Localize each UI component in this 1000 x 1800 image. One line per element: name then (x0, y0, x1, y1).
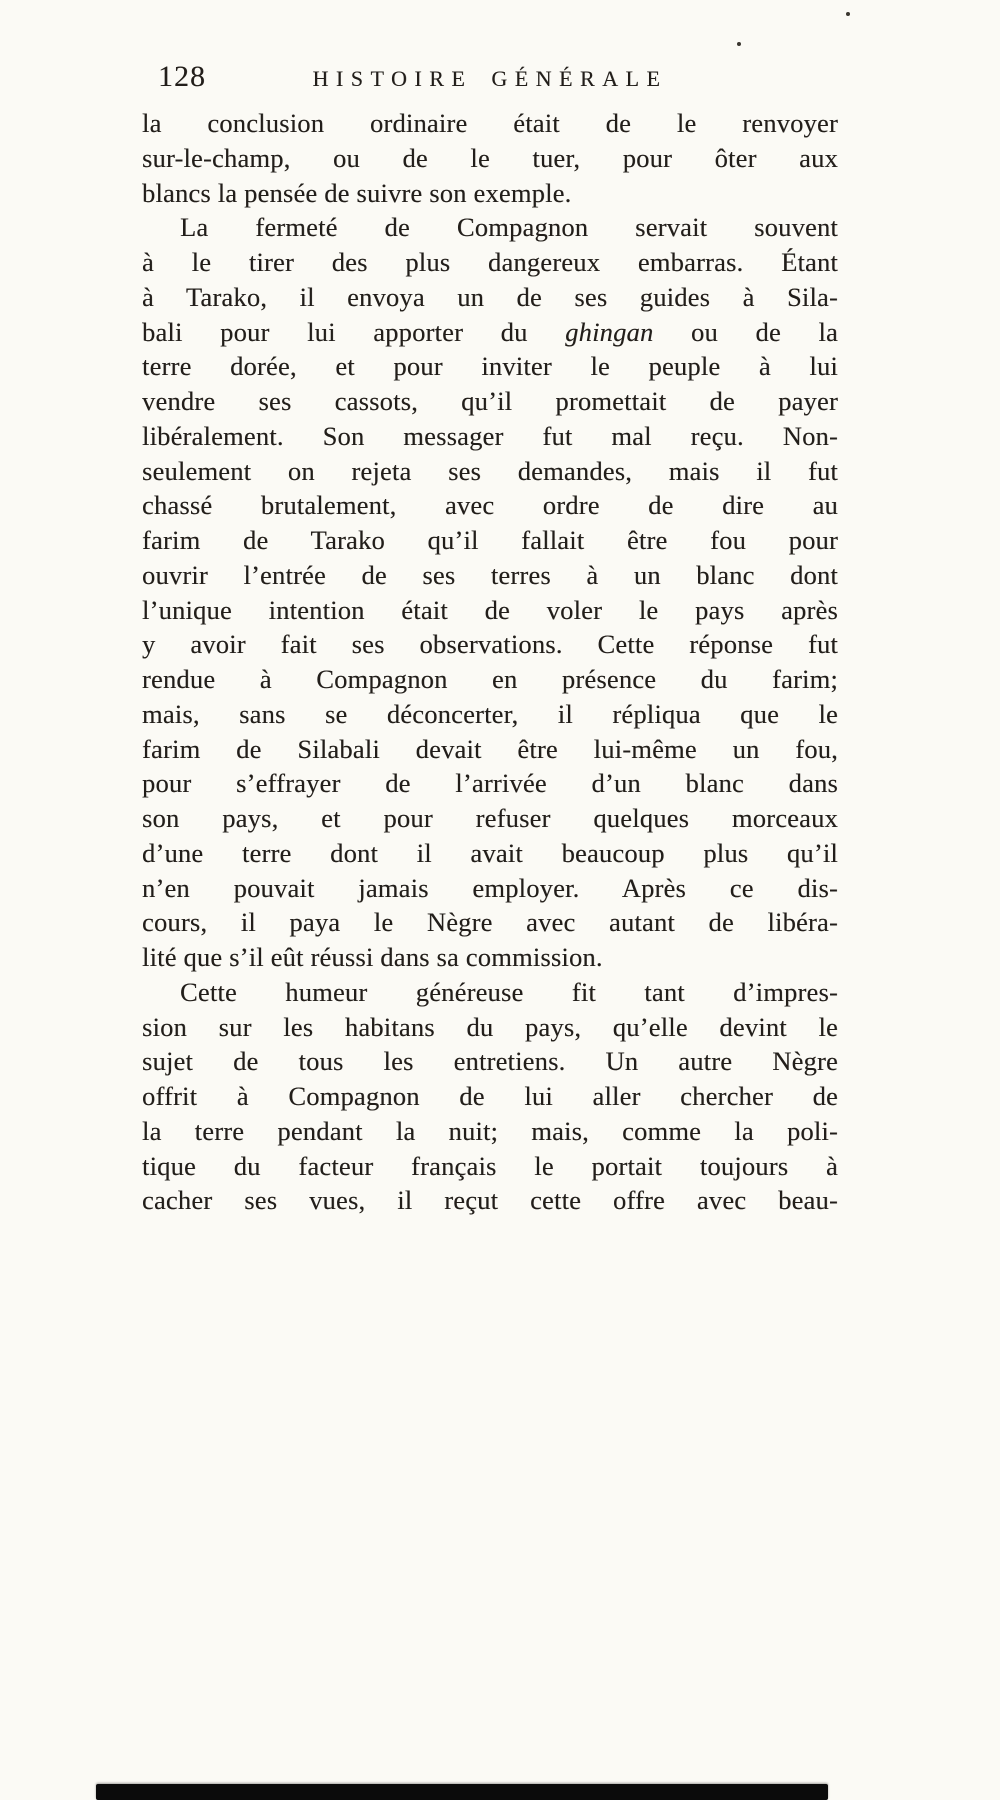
text-segment: bali pour lui apporter du (142, 316, 566, 347)
text-segment: son pays, et pour refuser quelques morceaux (142, 803, 838, 833)
text-line (142, 106, 838, 141)
text-segment: cacher ses vues, il reçut cette offre avec beau- (142, 1185, 838, 1216)
text-line (142, 1079, 838, 1114)
text-line (142, 732, 838, 767)
text-line (142, 558, 838, 593)
text-line (142, 940, 838, 975)
text-line (142, 280, 838, 315)
text-segment: blancs la pensée de suivre son exemple. (142, 177, 572, 208)
text-segment: ou de la (653, 316, 839, 347)
text-segment: mais, sans se déconcerter, il répliqua que le (142, 698, 838, 729)
text-line (142, 1114, 838, 1149)
text-line (142, 349, 838, 384)
page-header (142, 58, 838, 98)
text-segment: la terre pendant la nuit; mais, comme la poli- (142, 1115, 838, 1146)
text-line (142, 454, 838, 489)
page-number: 128 (158, 60, 206, 93)
text-segment: offrit à Compagnon de lui aller chercher de (142, 1081, 838, 1111)
text-line (142, 975, 838, 1010)
text-segment: pour s’effrayer de l’arrivée d’un blanc dans (142, 768, 838, 799)
text-segment: la conclusion ordinaire était de le renvoyer (142, 108, 838, 138)
text-segment: Cette humeur généreuse fit tant d’impres- (180, 976, 838, 1007)
text-line (142, 523, 838, 558)
text-segment: n’en pouvait jamais employer. Après ce dis- (142, 872, 838, 903)
text-line (142, 662, 838, 697)
text-segment: La fermeté de Compagnon servait souvent (180, 212, 838, 243)
text-segment: farim de Tarako qu’il fallait être fou pour (142, 525, 838, 555)
text-segment: vendre ses cassots, qu’il promettait de payer (142, 386, 838, 416)
scan-speck (846, 12, 850, 16)
text-segment: sion sur les habitans du pays, qu’elle devint le (142, 1011, 838, 1042)
text-line (142, 766, 838, 801)
text-line (142, 1183, 838, 1218)
text-segment: d’une terre dont il avait beaucoup plus qu’il (142, 837, 838, 868)
running-title: HISTOIRE GÉNÉRALE (312, 66, 668, 91)
text-line (142, 871, 838, 906)
text-line (142, 801, 838, 836)
text-line (142, 1149, 838, 1184)
text-line (142, 593, 838, 628)
text-line (142, 1044, 838, 1079)
text-segment: lité que s’il eût réussi dans sa commission. (142, 942, 603, 972)
text-segment: chassé brutalement, avec ordre de dire au (142, 490, 838, 521)
text-line (142, 315, 838, 350)
text-segment: sur-le-champ, ou de le tuer, pour ôter aux (142, 142, 838, 173)
text-line (142, 210, 838, 245)
text-segment: à Tarako, il envoya un de ses guides à Sila- (142, 281, 838, 312)
text-line (142, 384, 838, 419)
text-segment: à le tirer des plus dangereux embarras. Étant (142, 247, 838, 277)
text-segment: y avoir fait ses observations. Cette réponse fut (142, 629, 838, 660)
text-line (142, 176, 838, 211)
text-line (142, 905, 838, 940)
text-segment: cours, il paya le Nègre avec autant de libéra- (142, 907, 838, 938)
text-line (142, 697, 838, 732)
text-line (142, 1010, 838, 1045)
text-segment: farim de Silabali devait être lui-même un fou, (142, 733, 838, 764)
text-segment: tique du facteur français le portait toujours à (142, 1150, 838, 1181)
text-line (142, 836, 838, 871)
text-segment: sujet de tous les entretiens. Un autre Nègre (142, 1046, 838, 1077)
text-line (142, 488, 838, 523)
text-segment: l’unique intention était de voler le pays après (142, 594, 838, 625)
scan-artifact-bar (96, 1784, 828, 1800)
text-line (142, 419, 838, 454)
text-segment: terre dorée, et pour inviter le peuple à lui (142, 351, 838, 382)
text-line (142, 245, 838, 280)
text-line (142, 627, 838, 662)
text-segment: rendue à Compagnon en présence du farim; (142, 664, 838, 694)
italic-term: ghingan (565, 316, 654, 347)
text-segment: ouvrir l’entrée de ses terres à un blanc dont (142, 559, 838, 590)
scan-speck (737, 42, 741, 46)
body-text (142, 106, 838, 1218)
text-segment: libéralement. Son messager fut mal reçu. Non- (142, 420, 838, 451)
text-segment: seulement on rejeta ses demandes, mais il fut (142, 455, 838, 486)
text-line (142, 141, 838, 176)
